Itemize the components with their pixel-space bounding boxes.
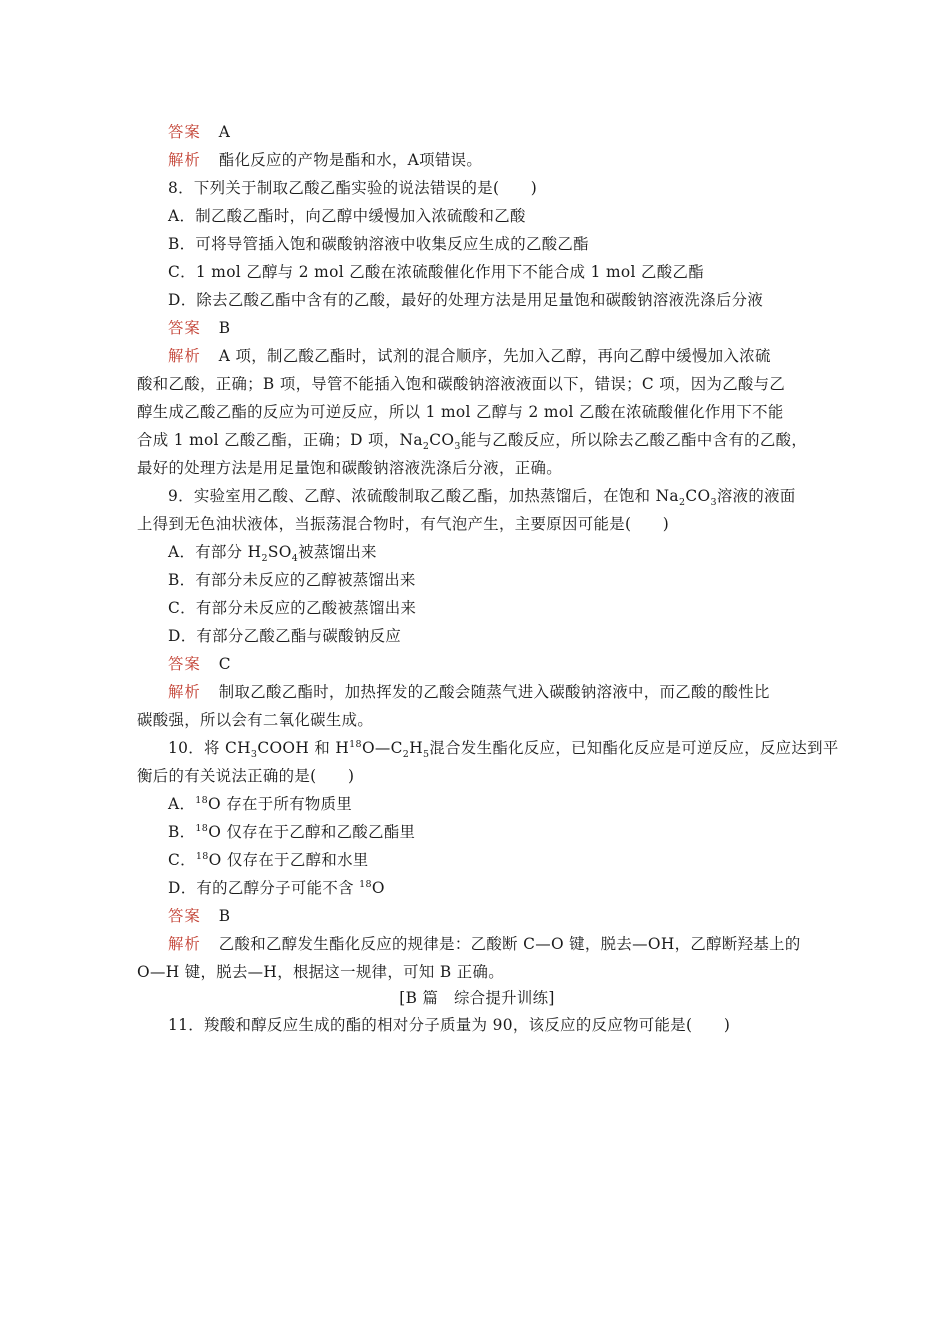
section-title: [B 篇 综合提升训练] [399, 989, 555, 1007]
q8-analysis-line-1: 解析 A 项，制乙酸乙酯时，试剂的混合顺序，先加入乙醇，再向乙醇中缓慢加入浓硫 [168, 347, 771, 365]
q9-analysis-line-1: 解析 制取乙酸乙酯时，加热挥发的乙酸会随蒸气进入碳酸钠溶液中，而乙酸的酸性比 [168, 683, 770, 701]
q10-analysis-line-2: O—H 键，脱去—H，根据这一规律，可知 B 正确。 [137, 963, 504, 981]
q10-stem-line-1: 10．将 $CH_3COOH$ 和 $H^{18}O—C_2H_5$混合发生酯化反应，已知酯化反应是可逆反应，反应达到平 [168, 738, 839, 761]
q11-stem: 11．羧酸和醇反应生成的酯的相对分子质量为 90，该反应的反应物可能是( ) [168, 1016, 731, 1034]
q10-stem-line-2: 衡后的有关说法正确的是( ) [137, 767, 355, 785]
q8-analysis-line-4: 合成 1 mol 乙酸乙酯，正确；D 项，$Na_2CO_3$能与乙酸反应，所以除去乙酸乙酯中含有的乙酸， [137, 431, 808, 453]
q8-stem: 8．下列关于制取乙酸乙酯实验的说法错误的是( ) [168, 179, 538, 197]
answer-label: 答案 [168, 319, 201, 337]
q9-option-c: C．有部分未反应的乙酸被蒸馏出来 [168, 599, 417, 617]
q9-option-a: A．有部分 $H_2SO_4$被蒸馏出来 [168, 543, 377, 565]
q9-analysis-line-2: 碳酸强，所以会有二氧化碳生成。 [137, 711, 374, 729]
q8-answer: 答案 B [168, 319, 231, 337]
analysis-label: 解析 [168, 347, 201, 365]
q7-answer: 答案 A [168, 123, 231, 141]
answer-label: 答案 [168, 123, 201, 141]
q9-stem-line-1: 9．实验室用乙酸、乙醇、浓硫酸制取乙酸乙酯，加热蒸馏后，在饱和 $Na_2CO_3$溶液的液面 [168, 487, 796, 509]
q10-option-b: B．$^{18}$O 仅存在于乙醇和乙酸乙酯里 [168, 822, 416, 841]
q8-option-b: B．可将导管插入饱和碳酸钠溶液中收集反应生成的乙酸乙酯 [168, 235, 589, 253]
q9-answer: 答案 C [168, 655, 231, 673]
q8-analysis-line-5: 最好的处理方法是用足量饱和碳酸钠溶液洗涤后分液，正确。 [137, 459, 562, 477]
q8-option-a: A．制乙酸乙酯时，向乙醇中缓慢加入浓硫酸和乙酸 [168, 207, 526, 225]
q10-analysis-line-1: 解析 乙酸和乙醇发生酯化反应的规律是：乙酸断 C—O 键，脱去—OH，乙醇断羟基上的 [168, 935, 801, 953]
answer-label: 答案 [168, 907, 201, 925]
q8-option-c: C．1 mol 乙醇与 2 mol 乙酸在浓硫酸催化作用下不能合成 1 mol 乙酸乙酯 [168, 263, 705, 281]
answer-label: 答案 [168, 655, 201, 673]
q10-option-c: C．$^{18}$O 仅存在于乙醇和水里 [168, 850, 369, 869]
q8-option-d: D．除去乙酸乙酯中含有的乙酸，最好的处理方法是用足量饱和碳酸钠溶液洗涤后分液 [168, 291, 764, 309]
analysis-label: 解析 [168, 935, 201, 953]
analysis-label: 解析 [168, 683, 201, 701]
q10-option-d: D．有的乙醇分子可能不含 $^{18}$O [168, 878, 385, 897]
q10-answer: 答案 B [168, 907, 231, 925]
q8-analysis-line-2: 酸和乙酸，正确；B 项，导管不能插入饱和碳酸钠溶液液面以下，错误；C 项，因为乙酸与乙 [137, 375, 786, 393]
q9-stem-line-2: 上得到无色油状液体，当振荡混合物时，有气泡产生，主要原因可能是( ) [137, 515, 670, 533]
q8-analysis-line-3: 醇生成乙酸乙酯的反应为可逆反应，所以 1 mol 乙醇与 2 mol 乙酸在浓硫酸催化作用下不能 [137, 403, 784, 421]
analysis-label: 解析 [168, 151, 201, 169]
q10-option-a: A．$^{18}$O 存在于所有物质里 [168, 794, 353, 813]
q9-option-b: B．有部分未反应的乙醇被蒸馏出来 [168, 571, 416, 589]
q7-analysis: 解析 酯化反应的产物是酯和水，A项错误。 [168, 151, 483, 169]
q9-option-d: D．有部分乙酸乙酯与碳酸钠反应 [168, 627, 402, 645]
